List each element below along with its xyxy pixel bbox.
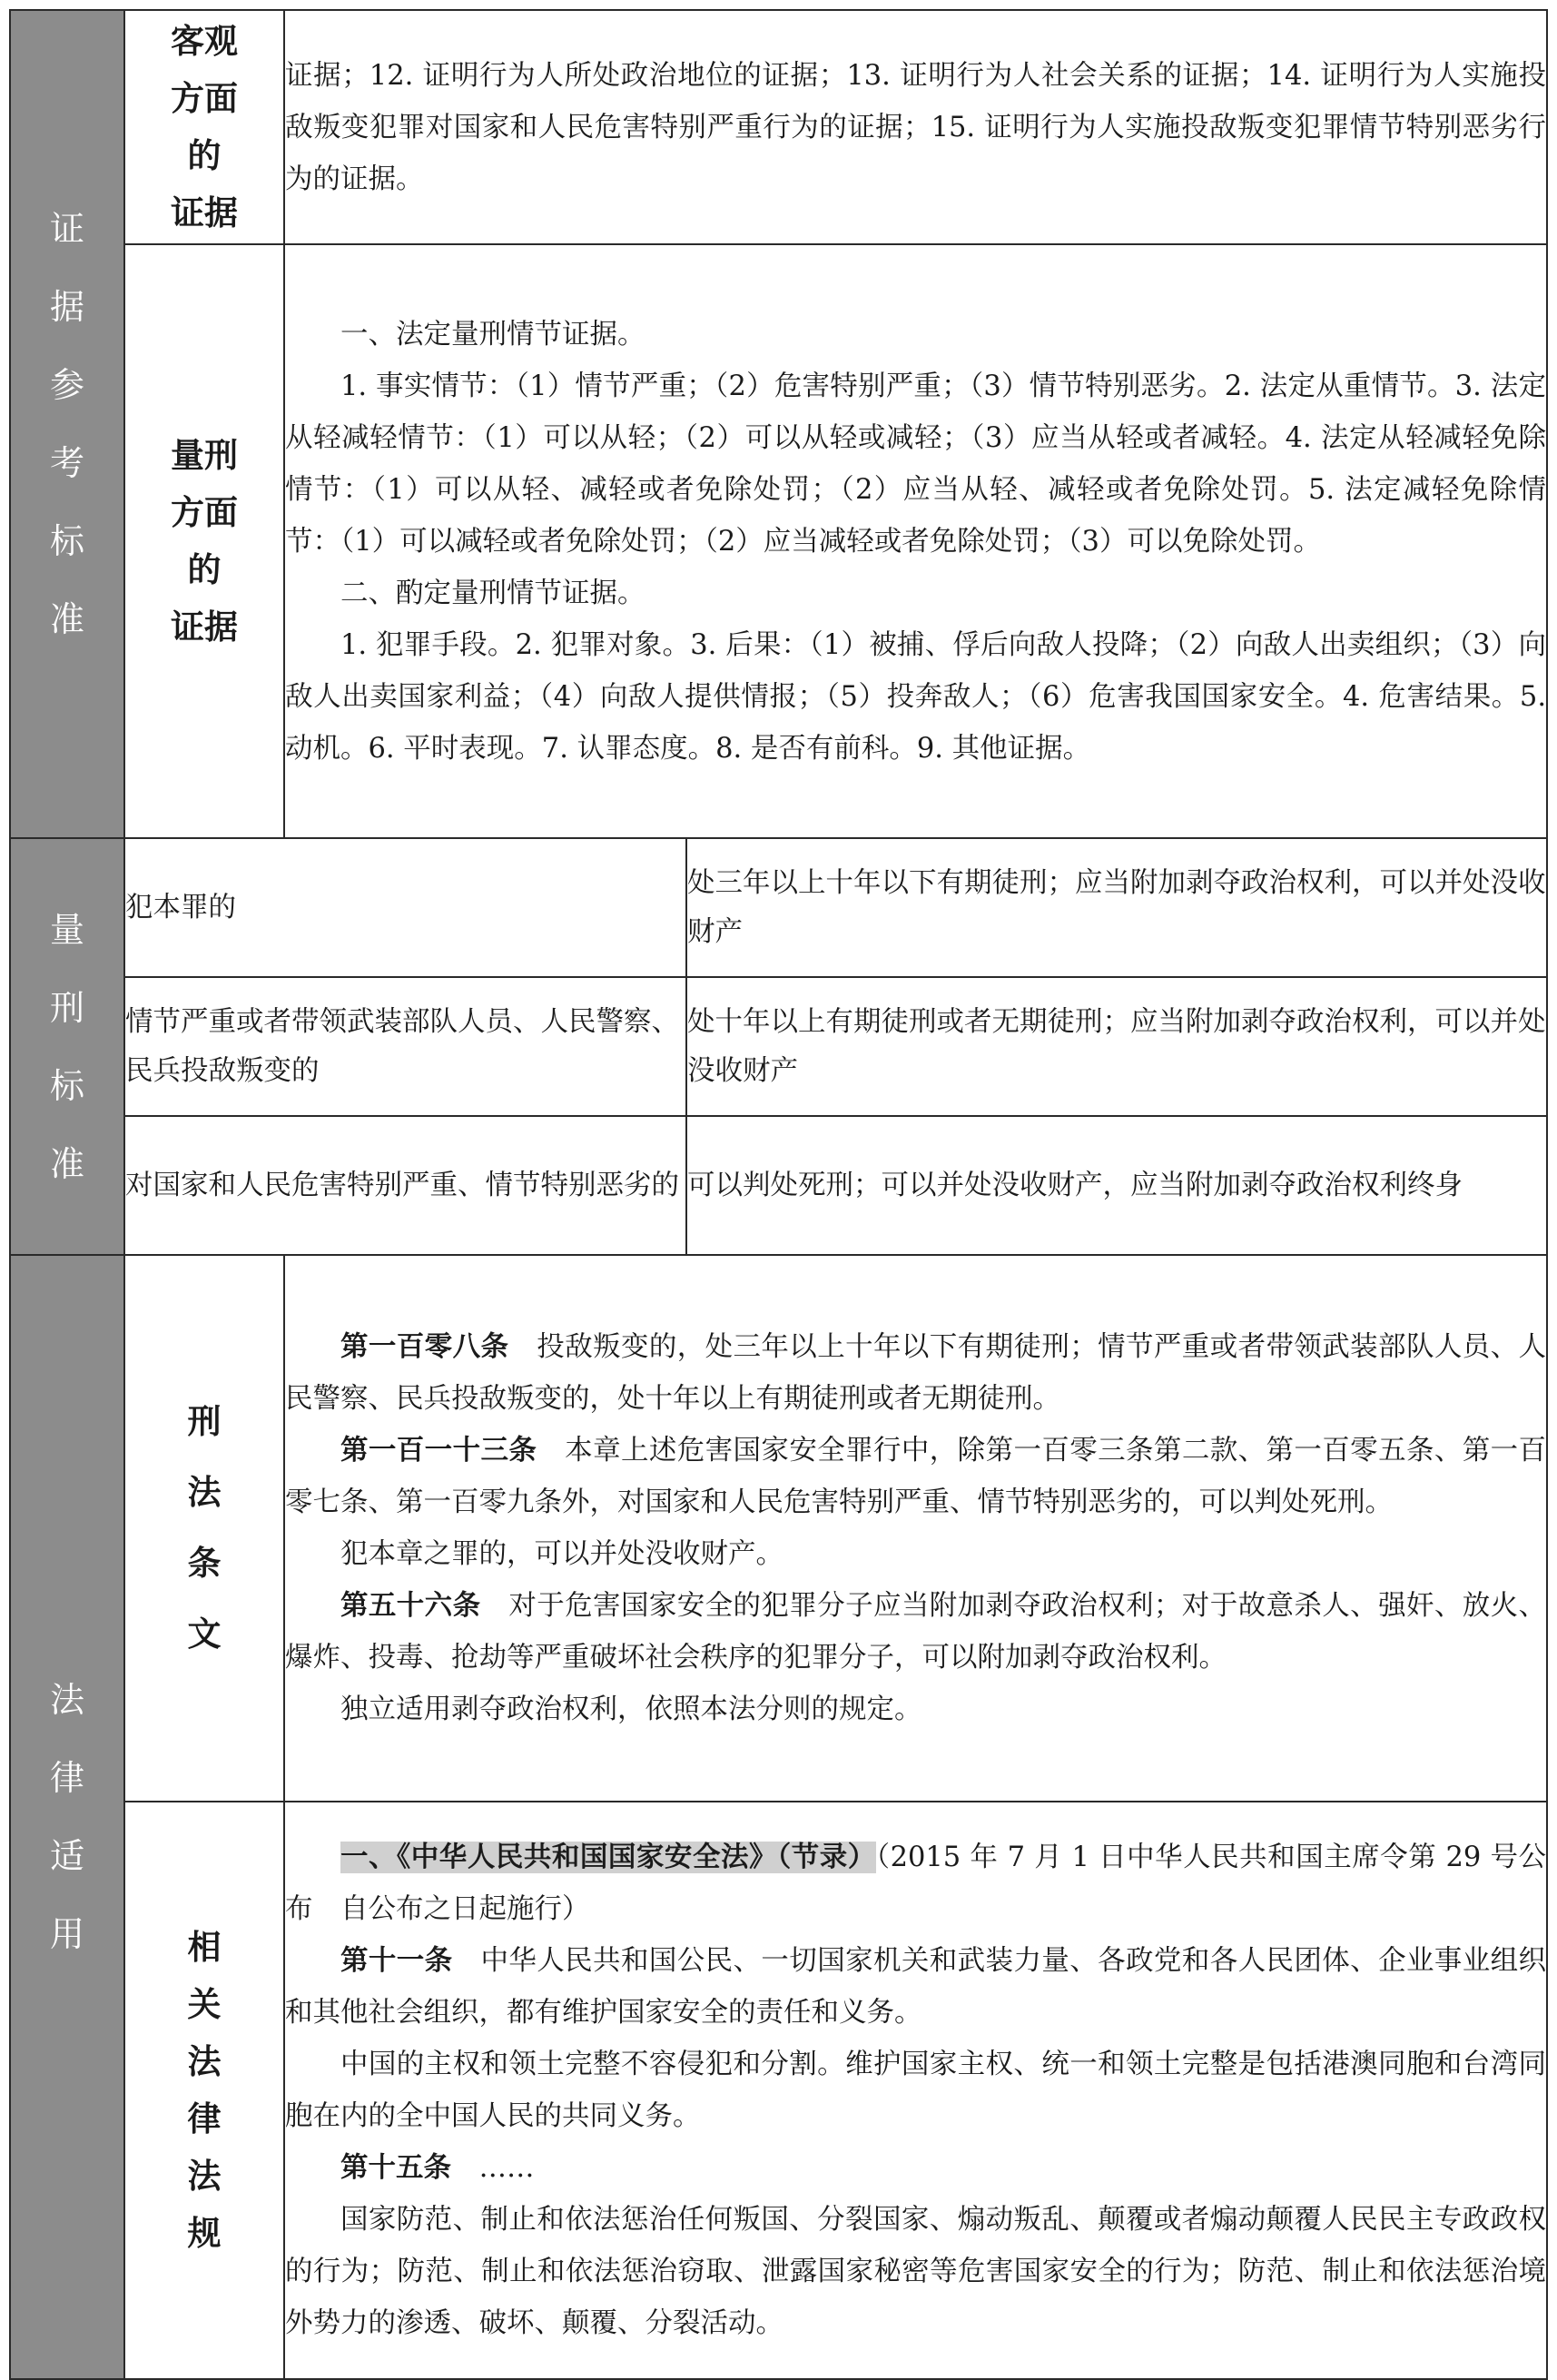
- sentencing-standard-row-1: [10, 838, 1547, 977]
- penalty-cell: 处十年以上有期徒刑或者无期徒刑；应当附加剥夺政治权利，可以并处没收财产: [686, 977, 1547, 1116]
- category-sentencing-standard: 量 刑 标 准: [10, 838, 124, 1255]
- subcategory-criminal-law: 刑 法 条 文: [124, 1255, 284, 1802]
- law-heading: 一、《中华人民共和国国家安全法》（节录）（2015 年 7 月 1 日中华人民共和国主席令第 29 号公布 自公布之日起施行）: [285, 1842, 1547, 1925]
- objective-evidence-text: 证据；12. 证明行为人所处政治地位的证据；13. 证明行为人社会关系的证据；14. 证明行为人实施投敌叛变犯罪对国家和人民危害特别严重行为的证据；15. 证明行为人实施投敌叛变犯罪情节特别恶劣行为的证据。: [284, 10, 1547, 244]
- criminal-law-row: [10, 1255, 1547, 1802]
- category-evidence-standard: 证 据 参 考 标 准: [10, 10, 124, 838]
- condition-cell: 情节严重或者带领武装部队人员、人民警察、民兵投敌叛变的: [124, 977, 686, 1116]
- sentencing-evidence-row: [10, 244, 1547, 838]
- objective-evidence-row: [10, 10, 1547, 244]
- article-15: 第十五条 ……: [340, 2152, 535, 2184]
- subcategory-sentencing-evidence: 量刑 方面 的 证据: [124, 244, 284, 838]
- article-11: 第十一条 中华人民共和国公民、一切国家机关和武装力量、各政党和各人民团体、企业事业组织和其他社会组织，都有维护国家安全的责任和义务。: [285, 1945, 1547, 2029]
- article-113: 第一百一十三条 本章上述危害国家安全罪行中，除第一百零三条第二款、第一百零五条、第一百零七条、第一百零九条外，对国家和人民危害特别严重、情节特别恶劣的，可以判处死刑。: [285, 1435, 1547, 1518]
- related-laws-row: [10, 1802, 1547, 2379]
- criminal-law-text: 第一百零八条 投敌叛变的，处三年以上十年以下有期徒刑；情节严重或者带领武装部队人员、人民警察、民兵投敌叛变的，处十年以上有期徒刑或者无期徒刑。 第一百一十三条 本章上述危害国家安全罪行中，除第一百零三条第二款、第一百零五条、第一百零七条、第一百零九条外，对国家和人民危害特别严重、情节特别恶劣的，可以判处死刑。 犯本章之罪的，可以并处没收财产。 第五十六条 对于危害国家安全的犯罪分子应当附加剥夺政治权利；对于故意杀人、强奸、放火、爆炸、投毒、抢劫等严重破坏社会秩序的犯罪分子，可以附加剥夺政治权利。 独立适用剥夺政治权利，依照本法分则的规定。: [284, 1255, 1547, 1802]
- article-56: 第五十六条 对于危害国家安全的犯罪分子应当附加剥夺政治权利；对于故意杀人、强奸、放火、爆炸、投毒、抢劫等严重破坏社会秩序的犯罪分子，可以附加剥夺政治权利。: [285, 1590, 1547, 1674]
- related-laws-text: 一、《中华人民共和国国家安全法》（节录）（2015 年 7 月 1 日中华人民共和国主席令第 29 号公布 自公布之日起施行） 第十一条 中华人民共和国公民、一切国家机关和武装力量、各政党和各人民团体、企业事业组织和其他社会组织，都有维护国家安全的责任和义务。 中国的主权和领土完整不容侵犯和分割。维护国家主权、统一和领土完整是包括港澳同胞和台湾同胞在内的全中国人民的共同义务。 第十五条 …… 国家防范、制止和依法惩治任何叛国、分裂国家、煽动叛乱、颠覆或者煽动颠覆人民民主专政政权的行为；防范、制止和依法惩治窃取、泄露国家秘密等危害国家安全的行为；防范、制止和依法惩治境外势力的渗透、破坏、颠覆、分裂活动。: [284, 1802, 1547, 2379]
- condition-cell: 对国家和人民危害特别严重、情节特别恶劣的: [124, 1116, 686, 1255]
- condition-cell: 犯本罪的: [124, 838, 686, 977]
- subcategory-related-laws: 相 关 法 律 法 规: [124, 1802, 284, 2379]
- subcategory-objective-evidence: 客观 方面 的 证据: [124, 10, 284, 244]
- penalty-cell: 处三年以上十年以下有期徒刑；应当附加剥夺政治权利，可以并处没收财产: [686, 838, 1547, 977]
- sentencing-standard-row-3: [10, 1116, 1547, 1255]
- category-law-application: 法 律 适 用: [10, 1255, 124, 2379]
- penalty-cell: 可以判处死刑；可以并处没收财产，应当附加剥夺政治权利终身: [686, 1116, 1547, 1255]
- statute-reference-table: [9, 9, 1548, 2380]
- article-108: 第一百零八条 投敌叛变的，处三年以上十年以下有期徒刑；情节严重或者带领武装部队人员、人民警察、民兵投敌叛变的，处十年以上有期徒刑或者无期徒刑。: [285, 1331, 1547, 1415]
- sentencing-evidence-text: 一、法定量刑情节证据。 1. 事实情节：（1）情节严重；（2）危害特别严重；（3）情节特别恶劣。2. 法定从重情节。3. 法定从轻减轻情节：（1）可以从轻；（2）可以从轻或减轻；（3）应当从轻或者减轻。4. 法定从轻减轻免除情节：（1）可以从轻、减轻或者免除处罚；（2）应当从轻、减轻或者免除处罚。5. 法定减轻免除情节：（1）可以减轻或者免除处罚；（2）应当减轻或者免除处罚；（3）可以免除处罚。 二、酌定量刑情节证据。 1. 犯罪手段。2. 犯罪对象。3. 后果：（1）被捕、俘后向敌人投降；（2）向敌人出卖组织；（3）向敌人出卖国家利益；（4）向敌人提供情报；（5）投奔敌人；（6）危害我国国家安全。4. 危害结果。5. 动机。6. 平时表现。7. 认罪态度。8. 是否有前科。9. 其他证据。: [284, 244, 1547, 838]
- sentencing-standard-row-2: [10, 977, 1547, 1116]
